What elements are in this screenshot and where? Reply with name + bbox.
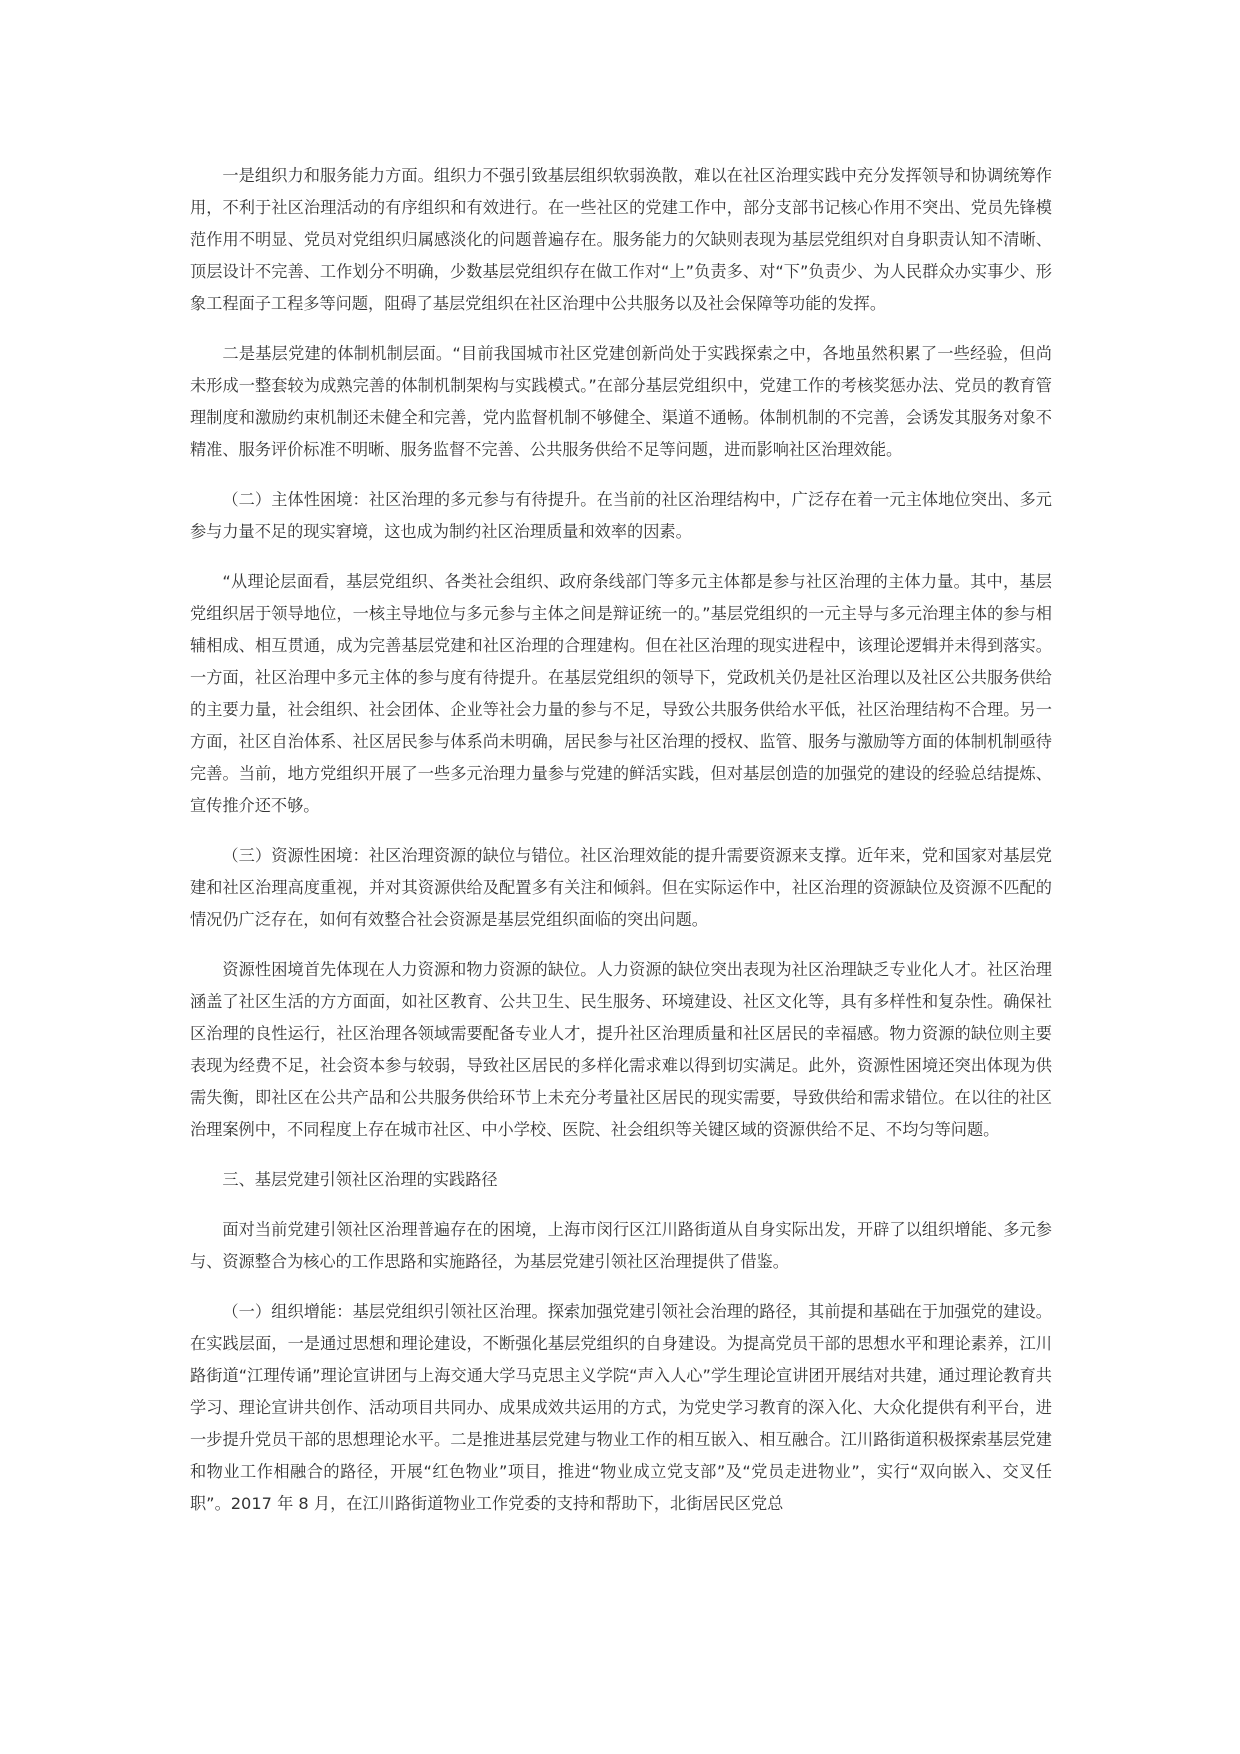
paragraph-resource-detail: 资源性困境首先体现在人力资源和物力资源的缺位。人力资源的缺位突出表现为社区治理缺乏专业化人才。社区治理涵盖了社区生活的方方面面，如社区教育、公共卫生、民生服务、环境建设、社区文化等，具有多样性和复杂性。确保社区治理的良性运行，社区治理各领域需要配备专业人才，提升社区治理质量和社区居民的幸福感。物力资源的缺位则主要表现为经费不足，社会资本参与较弱，导致社区居民的多样化需求难以得到切实满足。此外，资源性困境还突出体现为供需失衡，即社区在公共产品和公共服务供给环节上未充分考量社区居民的现实需要，导致供给和需求错位。在以往的社区治理案例中，不同程度上存在城市社区、中小学校、医院、社会组织等关键区域的资源供给不足、不均匀等问题。 <box>190 960 1052 1139</box>
paragraph-resource-dilemma: （三）资源性困境：社区治理资源的缺位与错位。社区治理效能的提升需要资源来支撑。近年来，党和国家对基层党建和社区治理高度重视，并对其资源供给及配置多有关注和倾斜。但在实际运作中，社区治理的资源缺位及资源不匹配的情况仍广泛存在，如何有效整合社会资源是基层党组织面临的突出问题。 <box>190 846 1052 929</box>
paragraph-subject-dilemma: （二）主体性困境：社区治理的多元参与有待提升。在当前的社区治理结构中，广泛存在着一元主体地位突出、多元参与力量不足的现实窘境，这也成为制约社区治理质量和效率的因素。 <box>190 490 1052 541</box>
paragraph-institutional-mechanism: 二是基层党建的体制机制层面。“目前我国城市社区党建创新尚处于实践探索之中，各地虽然积累了一些经验，但尚未形成一整套较为成熟完善的体制机制架构与实践模式。”在部分基层党组织中，党建工作的考核奖惩办法、党员的教育管理制度和激励约束机制还未健全和完善，党内监督机制不够健全、渠道不通畅。体制机制的不完善，会诱发其服务对象不精准、服务评价标准不明晰、服务监督不完善、公共服务供给不足等问题，进而影响社区治理效能。 <box>190 344 1052 459</box>
paragraph-jiangchuan-intro: 面对当前党建引领社区治理普遍存在的困境，上海市闵行区江川路街道从自身实际出发，开辟了以组织增能、多元参与、资源整合为核心的工作思路和实施路径，为基层党建引领社区治理提供了借鉴。 <box>190 1220 1052 1271</box>
document-page <box>190 160 1052 1538</box>
section-heading: 三、基层党建引领社区治理的实践路径 <box>222 1170 498 1189</box>
paragraph-organization-capacity: 一是组织力和服务能力方面。组织力不强引致基层组织软弱涣散，难以在社区治理实践中充分发挥领导和协调统筹作用，不利于社区治理活动的有序组织和有效进行。在一些社区的党建工作中，部分支部书记核心作用不突出、党员先锋模范作用不明显、党员对党组织归属感淡化的问题普遍存在。服务能力的欠缺则表现为基层党组织对自身职责认知不清晰、顶层设计不完善、工作划分不明确，少数基层党组织存在做工作对“上”负责多、对“下”负责少、为人民群众办实事少、形象工程面子工程多等问题，阻碍了基层党组织在社区治理中公共服务以及社会保障等功能的发挥。 <box>190 166 1052 313</box>
paragraph-theory-level: “从理论层面看，基层党组织、各类社会组织、政府条线部门等多元主体都是参与社区治理的主体力量。其中，基层党组织居于领导地位，一核主导地位与多元参与主体之间是辩证统一的。”基层党组织的一元主导与多元治理主体的参与相辅相成、相互贯通，成为完善基层党建和社区治理的合理建构。但在社区治理的现实进程中，该理论逻辑并未得到落实。一方面，社区治理中多元主体的参与度有待提升。在基层党组织的领导下，党政机关仍是社区治理以及社区公共服务供给的主要力量，社会组织、社会团体、企业等社会力量的参与不足，导致公共服务供给水平低，社区治理结构不合理。另一方面，社区自治体系、社区居民参与体系尚未明确，居民参与社区治理的授权、监管、服务与激励等方面的体制机制亟待完善。当前，地方党组织开展了一些多元治理力量参与党建的鲜活实践，但对基层创造的加强党的建设的经验总结提炼、宣传推介还不够。 <box>190 572 1052 815</box>
paragraph-organization-empowerment: （一）组织增能：基层党组织引领社区治理。探索加强党建引领社会治理的路径，其前提和基础在于加强党的建设。在实践层面，一是通过思想和理论建设，不断强化基层党组织的自身建设。为提高党员干部的思想水平和理论素养，江川路街道“江理传诵”理论宣讲团与上海交通大学马克思主义学院“声入人心”学生理论宣讲团开展结对共建，通过理论教育共学习、理论宣讲共创作、活动项目共同办、成果成效共运用的方式，为党史学习教育的深入化、大众化提供有利平台，进一步提升党员干部的思想理论水平。二是推进基层党建与物业工作的相互嵌入、相互融合。江川路街道积极探索基层党建和物业工作相融合的路径，开展“红色物业”项目，推进“物业成立党支部”及“党员走进物业”，实行“双向嵌入、交叉任职”。2017 年 8 月，在江川路街道物业工作党委的支持和帮助下，北街居民区党总 <box>190 1302 1052 1513</box>
